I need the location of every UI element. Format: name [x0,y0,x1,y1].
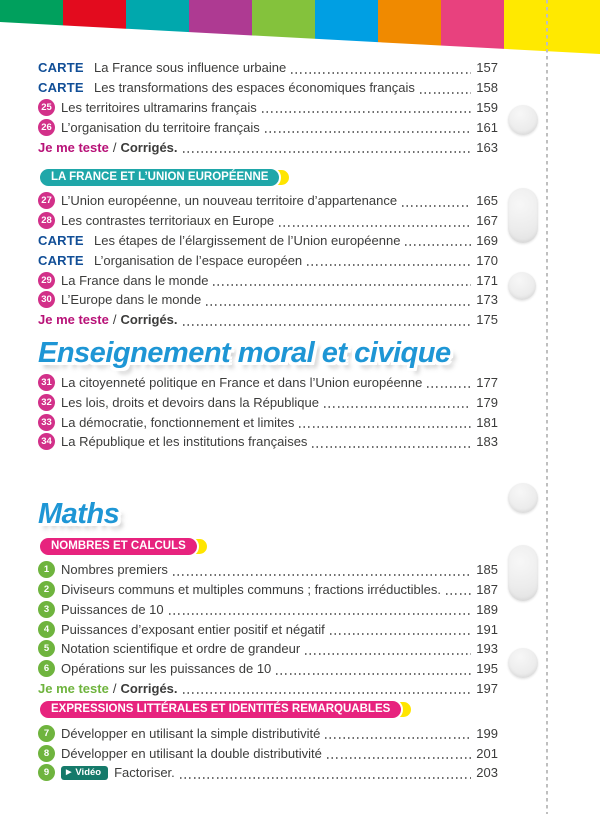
binder-hole [508,545,538,601]
group-expressions-litterales [38,699,498,782]
dotted-leader [330,633,471,635]
toc-entry [38,723,498,743]
group-nombres-et-calculs [38,536,498,699]
toc-entry [38,599,498,619]
dotted-leader [183,324,471,326]
page-number: 159 [476,99,498,115]
binder-hole [508,105,538,135]
page-number: 193 [476,641,498,657]
chapter-number-badge: 32 [38,394,55,411]
chapter-number-badge: 28 [38,212,55,229]
color-bar [504,0,600,54]
entry-title: Les territoires ultramarins français [61,99,257,115]
chapter-number-badge: 33 [38,414,55,431]
dotted-leader [169,613,471,615]
toc-entry [38,290,498,310]
page-number: 173 [476,292,498,308]
page-number: 170 [476,252,498,268]
page-number: 201 [476,745,498,761]
toc-entry [38,373,498,393]
page-number: 175 [476,312,498,328]
carte-label: CARTE [38,252,84,268]
binder-hole [508,648,538,678]
page-number: 187 [476,581,498,597]
dotted-leader [420,92,471,94]
dotted-leader [327,757,471,759]
chapter-number-badge: 25 [38,99,55,116]
toc-entry [38,763,498,783]
binder-hole [508,483,538,513]
chapter-number-badge: 27 [38,192,55,209]
entry-title: Les transformations des espaces économiques français [94,80,415,96]
page-number: 165 [476,193,498,209]
chapter-number-badge: 9 [38,764,55,781]
toc-entry [38,78,498,98]
entry-title: La République et les institutions françaises [61,434,308,450]
entry-title: Développer en utilisant la double distributivité [61,745,322,761]
chapter-number-badge: 8 [38,745,55,762]
page-number: 189 [476,601,498,617]
color-bar [378,0,441,54]
dotted-leader [180,777,471,779]
page-number: 161 [476,119,498,135]
page-number: 197 [476,680,498,696]
dotted-leader [173,574,471,576]
toc-entry [38,639,498,659]
group-territoire-francais [38,58,498,157]
dotted-leader [312,446,471,448]
toc-entry [38,580,498,600]
section-badge: LA FRANCE ET L’UNION EUROPÉENNE [38,167,281,188]
entry-title: Opérations sur les puissances de 10 [61,661,272,677]
chapter-number-badge: 2 [38,581,55,598]
toc-entry [38,392,498,412]
page-number: 183 [476,434,498,450]
dotted-leader [213,284,471,286]
dotted-leader [405,244,471,246]
entry-title: La démocratie, fonctionnement et limites [61,414,295,430]
separator: / [112,312,117,328]
entry-title: L’organisation du territoire français [61,119,260,135]
chapter-number-badge: 6 [38,660,55,677]
color-bar [441,0,504,54]
toc-entry [38,619,498,639]
entry-title: Les lois, droits et devoirs dans la République [61,394,319,410]
page-number: 203 [476,765,498,781]
top-color-bars [0,0,600,54]
toc-entry [38,743,498,763]
color-bar [189,0,252,54]
chapter-number-badge: 31 [38,374,55,391]
group-france-union-europeenne [38,167,498,330]
video-badge-label: Vidéo [75,766,102,778]
je-me-teste-label: Je me teste [38,139,109,155]
entry-title: Puissances d’exposant entier positif et négatif [61,621,325,637]
toc-entry [38,231,498,251]
toc-entry [38,310,498,330]
color-bar [315,0,378,54]
entry-title: L’organisation de l’espace européen [94,252,303,268]
toc-entry [38,137,498,157]
page-number: 195 [476,661,498,677]
toc-entry [38,58,498,78]
chapter-number-badge: 30 [38,291,55,308]
je-me-teste-label: Je me teste [38,680,109,696]
separator: / [112,680,117,696]
toc-entry [38,117,498,137]
page-number: 157 [476,60,498,76]
color-bar [252,0,315,54]
carte-label: CARTE [38,232,84,248]
page-number: 179 [476,394,498,410]
je-me-teste-label: Je me teste [38,312,109,328]
toc-content [38,58,498,783]
entry-title: Factoriser. [114,765,175,781]
chapter-number-badge: 5 [38,640,55,657]
page-number: 181 [476,414,498,430]
entry-title: Développer en utilisant la simple distributivité [61,725,321,741]
color-bar [0,0,63,54]
dotted-leader [206,304,471,306]
entry-title: La citoyenneté politique en France et dans l’Union européenne [61,374,423,390]
page-number: 171 [476,272,498,288]
corriges-label: Corrigés. [120,680,178,696]
entry-title: La France sous influence urbaine [94,60,287,76]
chapter-number-badge: 4 [38,621,55,638]
entry-title: L’Europe dans le monde [61,292,202,308]
chapter-number-badge: 7 [38,725,55,742]
toc-entry [38,191,498,211]
chapter-number-badge: 26 [38,119,55,136]
entry-title: L’Union européenne, un nouveau territoire d’appartenance [61,193,398,209]
dotted-leader [265,131,471,133]
toc-entry [38,432,498,452]
toc-entry [38,250,498,270]
page-number: 177 [476,374,498,390]
dotted-leader [262,111,471,113]
chapter-number-badge: 29 [38,272,55,289]
entry-title: Les étapes de l’élargissement de l’Union européenne [94,232,401,248]
toc-entry [38,270,498,290]
entry-title: Nombres premiers [61,562,168,578]
entry-title: La France dans le monde [61,272,209,288]
chapter-number-badge: 3 [38,601,55,618]
dotted-leader [183,692,471,694]
page-number: 191 [476,621,498,637]
chapter-number-badge: 34 [38,433,55,450]
entry-title: Les contrastes territoriaux en Europe [61,213,275,229]
dotted-leader [276,673,471,675]
dotted-leader [324,406,471,408]
page-number: 167 [476,213,498,229]
carte-label: CARTE [38,80,84,96]
toc-entry [38,412,498,432]
play-icon: ▶ [66,768,72,776]
section-badge: NOMBRES ET CALCULS [38,536,199,557]
dotted-leader [307,264,471,266]
dotted-leader [325,737,471,739]
carte-label: CARTE [38,60,84,76]
dotted-leader [279,225,471,227]
dotted-leader [299,426,471,428]
color-bar [63,0,126,54]
part-heading-emc: Enseignement moral et civique [38,336,451,369]
dotted-leader [305,653,471,655]
toc-entry [38,211,498,231]
page-number: 158 [476,80,498,96]
dotted-leader [291,72,471,74]
toc-entry [38,679,498,699]
binder-hole [508,188,538,243]
page-number: 185 [476,562,498,578]
corriges-label: Corrigés. [120,312,178,328]
page-number: 169 [476,232,498,248]
toc-entry [38,659,498,679]
color-bar [126,0,189,54]
dotted-leader [446,593,471,595]
toc-entry [38,560,498,580]
dotted-leader [427,386,471,388]
page-number: 199 [476,725,498,741]
entry-title: Puissances de 10 [61,601,164,617]
page-number: 163 [476,139,498,155]
chapter-number-badge: 1 [38,561,55,578]
corriges-label: Corrigés. [120,139,178,155]
dotted-cut-line [546,0,548,814]
section-badge: EXPRESSIONS LITTÉRALES ET IDENTITÉS REMARQUABLES [38,699,403,720]
entry-title: Diviseurs communs et multiples communs ; fractions irréductibles. [61,581,442,597]
dotted-leader [183,151,471,153]
separator: / [112,139,117,155]
video-badge [61,766,108,780]
toc-entry [38,98,498,118]
dotted-leader [402,205,471,207]
group-emc [38,373,498,452]
part-heading-maths: Maths [38,497,120,530]
entry-title: Notation scientifique et ordre de grandeur [61,641,301,657]
binder-hole [508,272,536,300]
